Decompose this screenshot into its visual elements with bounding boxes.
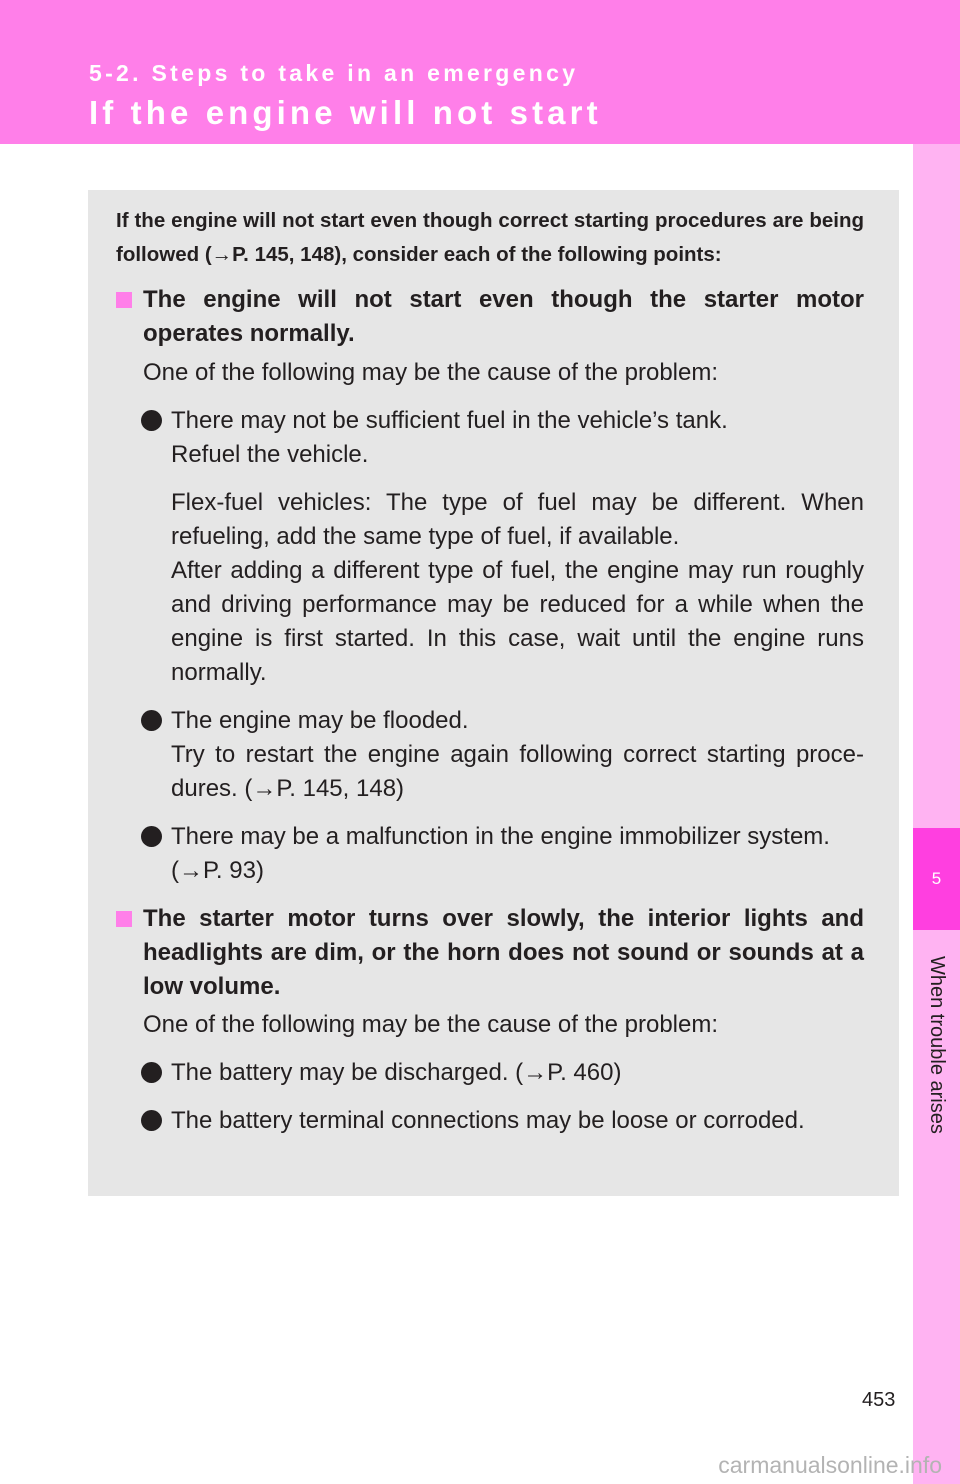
chapter-number-tab[interactable]: 5 [913,828,960,930]
section-label: 5-2. Steps to take in an emergency [89,60,579,86]
page-number: 453 [862,1389,896,1411]
list-item-text: After adding a different type of fuel, the engine may run roughly and driving performance may be reduced for a while when the engine is first started. In this case, wait until the engine runs normally. [171,557,864,686]
bullet-icon [141,826,162,847]
section-heading-text: The starter motor turns over slowly, the interior lights and headlights are dim, or the horn does not sound or sounds at a low volume. [143,905,864,1000]
list-item-immobilizer [171,820,864,888]
chapter-title: When trouble arises [926,956,948,1134]
section-heading-starter-normal [116,283,864,351]
page-title: If the engine will not start [89,94,602,131]
list-item-text: There may be a malfunction in the engine immobilizer system. [171,823,830,850]
list-item-text: There may not be sufficient fuel in the vehicle’s tank. [171,407,728,434]
content-box [88,190,899,1196]
bullet-icon [141,1110,162,1131]
intro-paragraph: If the engine will not start even though correct starting procedures are being followed (→P. 145, 148), consider each of the following points: [116,209,864,266]
bullet-icon [141,710,162,731]
bullet-icon [141,1062,162,1083]
list-item-battery-discharged [171,1056,864,1090]
pink-square-icon [116,911,132,927]
list-item-text: Refuel the vehicle. [171,441,369,468]
list-item-text: The battery terminal connections may be loose or corroded. [171,1107,805,1134]
list-item-text: Try to restart the engine again following correct starting proce-dures. (→P. 145, 148) [171,741,864,802]
section-lead: One of the following may be the cause of the problem: [143,1011,719,1038]
section-heading-text: The engine will not start even though the starter motor operates normally. [143,286,864,347]
list-item-text: Flex-fuel vehicles: The type of fuel may be different. When refueling, add the same type of fuel, if available. [171,489,864,550]
side-tab-strip [913,144,960,1484]
bullet-icon [141,410,162,431]
list-item-battery-terminals [171,1104,864,1138]
pink-square-icon [116,292,132,308]
list-item-flooded [171,704,864,806]
list-item-text: (→P. 93) [171,857,264,884]
watermark: carmanualsonline.info [718,1452,942,1478]
list-item-fuel [171,404,864,690]
list-item-text: The engine may be flooded. [171,707,469,734]
header-band [0,0,960,144]
list-item-text: The battery may be discharged. (→P. 460) [171,1059,622,1086]
section-lead: One of the following may be the cause of the problem: [143,359,719,386]
section-heading-starter-slow [116,902,864,1004]
